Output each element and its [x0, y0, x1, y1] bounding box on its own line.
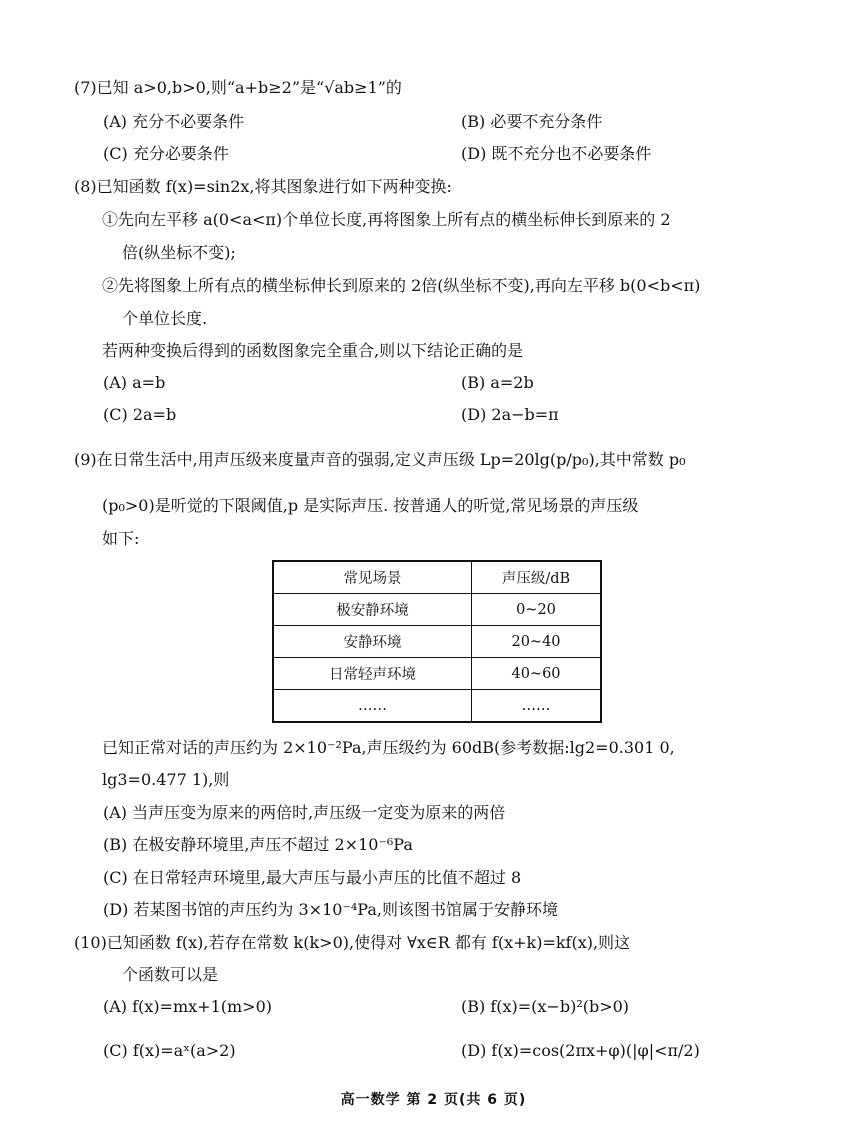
table-header-cell: 常见场景 [273, 561, 472, 594]
table-cell: 极安静环境 [273, 594, 472, 626]
q9-stem-1: (9)在日常生活中,用声压级来度量声音的强弱,定义声压级 Lp=20lg(p/p₀),其中常数 p₀ [74, 450, 686, 469]
q8-option-c: (C) 2a=b [103, 405, 177, 424]
q7-stem: (7)已知 a>0,b>0,则“a+b≥2”是“√ab≥1”的 [74, 78, 402, 97]
q9-given-2: lg3=0.477 1),则 [102, 770, 230, 789]
table-row [273, 690, 601, 723]
q10-option-d: (D) f(x)=cos(2πx+φ)(|φ|<π/2) [461, 1041, 700, 1060]
page-footer: 高一数学 第 2 页(共 6 页) [340, 1092, 527, 1108]
q8-stem: (8)已知函数 f(x)=sin2x,将其图象进行如下两种变换: [74, 177, 452, 196]
q8-option-b: (B) a=2b [461, 373, 534, 392]
q10-option-a: (A) f(x)=mx+1(m>0) [103, 997, 272, 1016]
table-header-row [273, 561, 601, 594]
q10-option-b: (B) f(x)=(x−b)²(b>0) [461, 997, 630, 1016]
q8-option-a: (A) a=b [103, 373, 166, 392]
table-cell: 安静环境 [273, 626, 472, 658]
q9-option-d: (D) 若某图书馆的声压约为 3×10⁻⁴Pa,则该图书馆属于安静环境 [103, 900, 558, 919]
q7-option-d: (D) 既不充分也不必要条件 [461, 144, 652, 163]
q10-option-c: (C) f(x)=aˣ(a>2) [103, 1041, 236, 1060]
q8-transform-2a: ②先将图象上所有点的横坐标伸长到原来的 2倍(纵坐标不变),再向左平移 b(0<b<π) [102, 276, 701, 295]
q9-option-c: (C) 在日常轻声环境里,最大声压与最小声压的比值不超过 8 [103, 868, 522, 887]
q10-stem-2: 个函数可以是 [122, 965, 219, 984]
q9-option-a: (A) 当声压变为原来的两倍时,声压级一定变为原来的两倍 [103, 803, 506, 822]
q7-option-c: (C) 充分必要条件 [103, 144, 229, 163]
q7-option-a: (A) 充分不必要条件 [103, 112, 245, 131]
q8-transform-2b: 个单位长度. [122, 309, 208, 328]
q9-option-b: (B) 在极安静环境里,声压不超过 2×10⁻⁶Pa [103, 835, 413, 854]
q7-option-b: (B) 必要不充分条件 [461, 112, 603, 131]
q8-transform-1a: ①先向左平移 a(0<a<π)个单位长度,再将图象上所有点的横坐标伸长到原来的 2 [102, 210, 671, 229]
q8-option-d: (D) 2a−b=π [461, 405, 559, 424]
table-cell: 0~20 [472, 594, 602, 626]
table-cell: 日常轻声环境 [273, 658, 472, 690]
table-cell: …… [472, 690, 602, 723]
sound-level-table [272, 560, 602, 723]
table-cell: 20~40 [472, 626, 602, 658]
table-header-cell: 声压级/dB [472, 561, 602, 594]
table-row [273, 626, 601, 658]
table-row [273, 658, 601, 690]
table-row [273, 594, 601, 626]
table-cell: 40~60 [472, 658, 602, 690]
q9-stem-2: (p₀>0)是听觉的下限阈值,p 是实际声压. 按普通人的听觉,常见场景的声压级 [102, 496, 639, 515]
q9-given-1: 已知正常对话的声压约为 2×10⁻²Pa,声压级约为 60dB(参考数据:lg2=0.301 0, [102, 738, 675, 757]
q8-transform-1b: 倍(纵坐标不变); [122, 243, 236, 262]
q9-stem-3: 如下: [102, 529, 140, 548]
q10-stem-1: (10)已知函数 f(x),若存在常数 k(k>0),使得对 ∀x∈R 都有 f(x+k)=kf(x),则这 [74, 933, 631, 952]
q8-condition: 若两种变换后得到的函数图象完全重合,则以下结论正确的是 [102, 341, 524, 360]
table-cell: …… [273, 690, 472, 723]
